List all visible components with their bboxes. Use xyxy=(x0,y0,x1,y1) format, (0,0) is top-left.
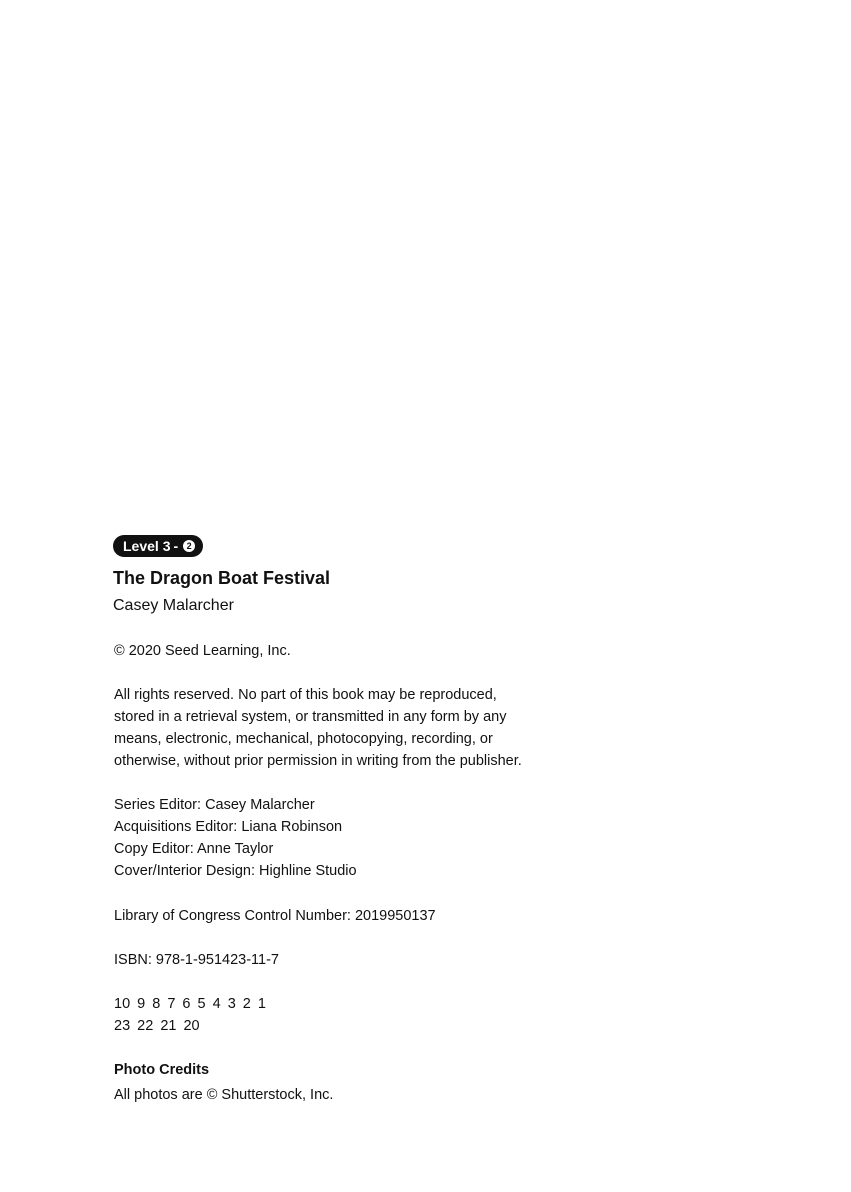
photo-credits xyxy=(114,1059,714,1106)
book-author: Casey Malarcher xyxy=(113,597,234,614)
rights-line: stored in a retrieval system, or transmitted in any form by any xyxy=(114,709,507,725)
level-badge xyxy=(113,535,203,557)
credit-line: Copy Editor: Anne Taylor xyxy=(114,841,274,857)
level-label: Level 3 xyxy=(123,538,171,554)
rights-line: means, electronic, mechanical, photocopying, recording, or xyxy=(114,731,493,747)
impression-numbers: 10 9 8 7 6 5 4 3 2 1 xyxy=(114,996,266,1012)
year-numbers: 23 22 21 20 xyxy=(114,1018,200,1034)
rights-line: otherwise, without prior permission in writing from the publisher. xyxy=(114,753,522,769)
level-separator: - xyxy=(173,538,179,554)
level-number-icon: 2 xyxy=(183,540,195,552)
credit-line: Series Editor: Casey Malarcher xyxy=(114,797,315,813)
isbn: ISBN: 978-1-951423-11-7 xyxy=(114,952,279,968)
credit-line: Acquisitions Editor: Liana Robinson xyxy=(114,819,343,835)
credit-line: Cover/Interior Design: Highline Studio xyxy=(114,863,357,879)
book-title: The Dragon Boat Festival xyxy=(113,568,331,588)
rights-statement xyxy=(114,684,714,772)
rights-line: All rights reserved. No part of this book may be reproduced, xyxy=(114,687,497,703)
photo-credits-text: All photos are © Shutterstock, Inc. xyxy=(114,1087,334,1103)
copyright-notice: © 2020 Seed Learning, Inc. xyxy=(114,643,291,659)
printing-line xyxy=(114,993,714,1037)
photo-credits-heading: Photo Credits xyxy=(114,1062,210,1078)
editorial-credits xyxy=(114,794,714,882)
lccn: Library of Congress Control Number: 2019950137 xyxy=(114,908,436,924)
